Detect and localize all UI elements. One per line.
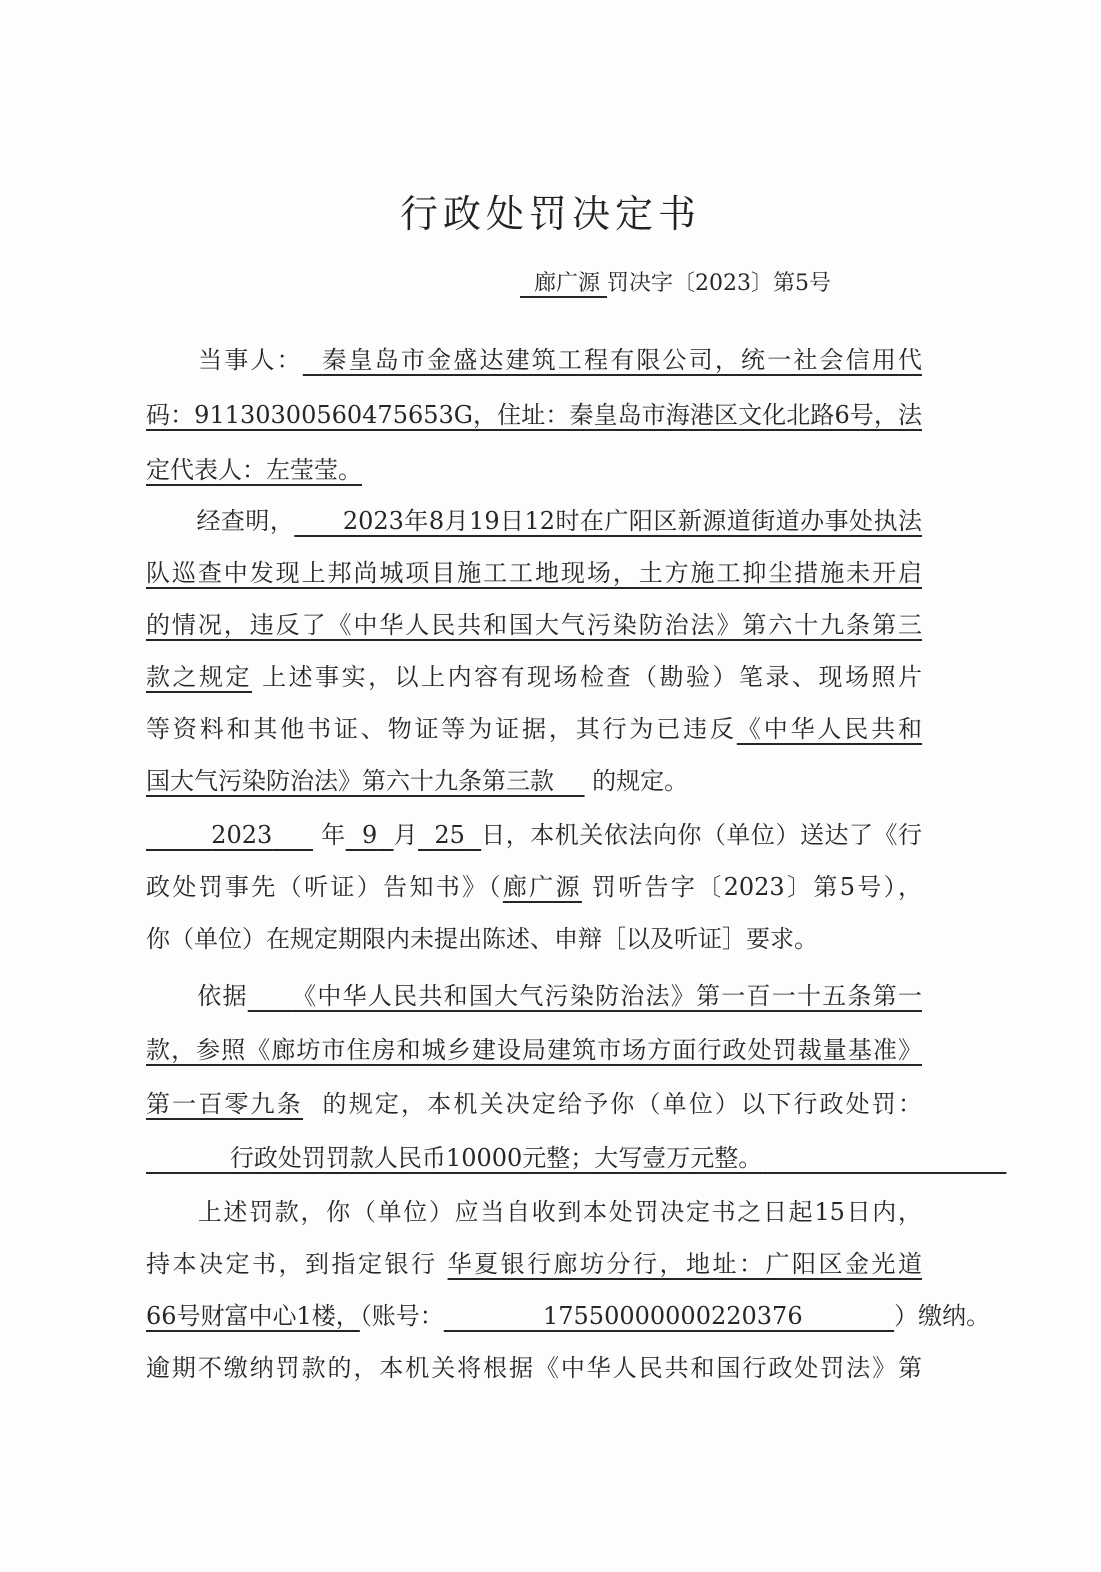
basis-line-2: 款，参照《廊坊市住房和城乡建设局建筑市场方面行政处罚裁量基准》 xyxy=(146,1036,922,1064)
account-number: 17550000000220376 xyxy=(543,1302,803,1330)
notice-year: 2023 xyxy=(211,821,273,849)
doc-number-rest: 罚决字〔2023〕第5号 xyxy=(607,271,832,296)
facts-line-3: 的情况，违反了《中华人民共和国大气污染防治法》第六十九条第三 xyxy=(146,611,922,639)
party-line-1: 当事人： 秦皇岛市金盛达建筑工程有限公司，统一社会信用代 xyxy=(196,346,923,374)
notice-line-3: 你（单位）在规定期限内未提出陈述、申辩［以及听证］要求。 xyxy=(146,925,818,953)
facts-line-1: 经查明， 2023年8月19日12时在广阳区新源道街道办事处执法 xyxy=(196,507,922,535)
party-line-2: 码：91130300560475653G，住址：秦皇岛市海港区文化北路6号，法 xyxy=(146,401,922,429)
payment-line-4: 逾期不缴纳罚款的，本机关将根据《中华人民共和国行政处罚法》第 xyxy=(146,1354,922,1382)
party-line-3: 定代表人：左莹莹。 xyxy=(146,456,362,484)
basis-line-1: 依据 《中华人民共和国大气污染防治法》第一百一十五条第一 xyxy=(196,982,923,1010)
basis-law: 《中华人民共和国大气污染防治法》第一百一十五条第一 xyxy=(292,982,923,1010)
party-name: 秦皇岛市金盛达建筑工程有限公司，统一社会信用代 xyxy=(322,346,923,374)
bank-name: 华夏银行廊坊分行，地址：广阳区金光道 xyxy=(447,1250,922,1278)
notice-month: 9 xyxy=(361,821,378,849)
doc-issuer: 廊广源 xyxy=(534,271,601,296)
facts-date: 2023年8月19日12时在广阳区新源道街道办事处执法 xyxy=(342,507,922,535)
penalty-amount: 行政处罚罚款人民币10000元整；大写壹万元整。 xyxy=(229,1144,763,1172)
notice-line-1: 2023 年 9 月 25 日，本机关依法向你（单位）送达了《行 xyxy=(146,809,922,861)
bank-address: 66号财富中心1楼， xyxy=(146,1302,360,1330)
payment-line-3: 66号财富中心1楼，（账号： 17550000000220376 ）缴纳。 xyxy=(146,1302,991,1330)
facts-line-4: 款之规定 上述事实，以上内容有现场检查（勘验）笔录、现场照片 xyxy=(146,663,922,691)
payment-line-2: 持本决定书，到指定银行 华夏银行廊坊分行，地址：广阳区金光道 xyxy=(146,1250,922,1278)
document-number xyxy=(520,266,831,297)
document-title: 行政处罚决定书 xyxy=(399,192,701,236)
notice-day: 25 xyxy=(434,821,465,849)
facts-line-2: 队巡查中发现上邦尚城项目施工工地现场，土方施工抑尘措施未开启 xyxy=(146,559,922,587)
facts-line-6: 国大气污染防治法》第六十九条第三款 的规定。 xyxy=(146,767,689,795)
violated-law: 《中华人民共和 xyxy=(736,715,923,743)
basis-line-3: 第一百零九条 的规定，本机关决定给予你（单位）以下行政处罚： xyxy=(146,1090,923,1118)
notice-issuer: 廊广源 xyxy=(502,873,582,901)
facts-line-5: 等资料和其他书证、物证等为证据，其行为已违反《中华人民共和 xyxy=(146,715,923,743)
penalty-line xyxy=(146,1132,922,1184)
notice-line-2: 政处罚事先（听证）告知书》（廊广源 罚听告字〔2023〕第5号）， xyxy=(146,873,922,901)
payment-line-1: 上述罚款，你（单位）应当自收到本处罚决定书之日起15日内， xyxy=(196,1198,922,1226)
